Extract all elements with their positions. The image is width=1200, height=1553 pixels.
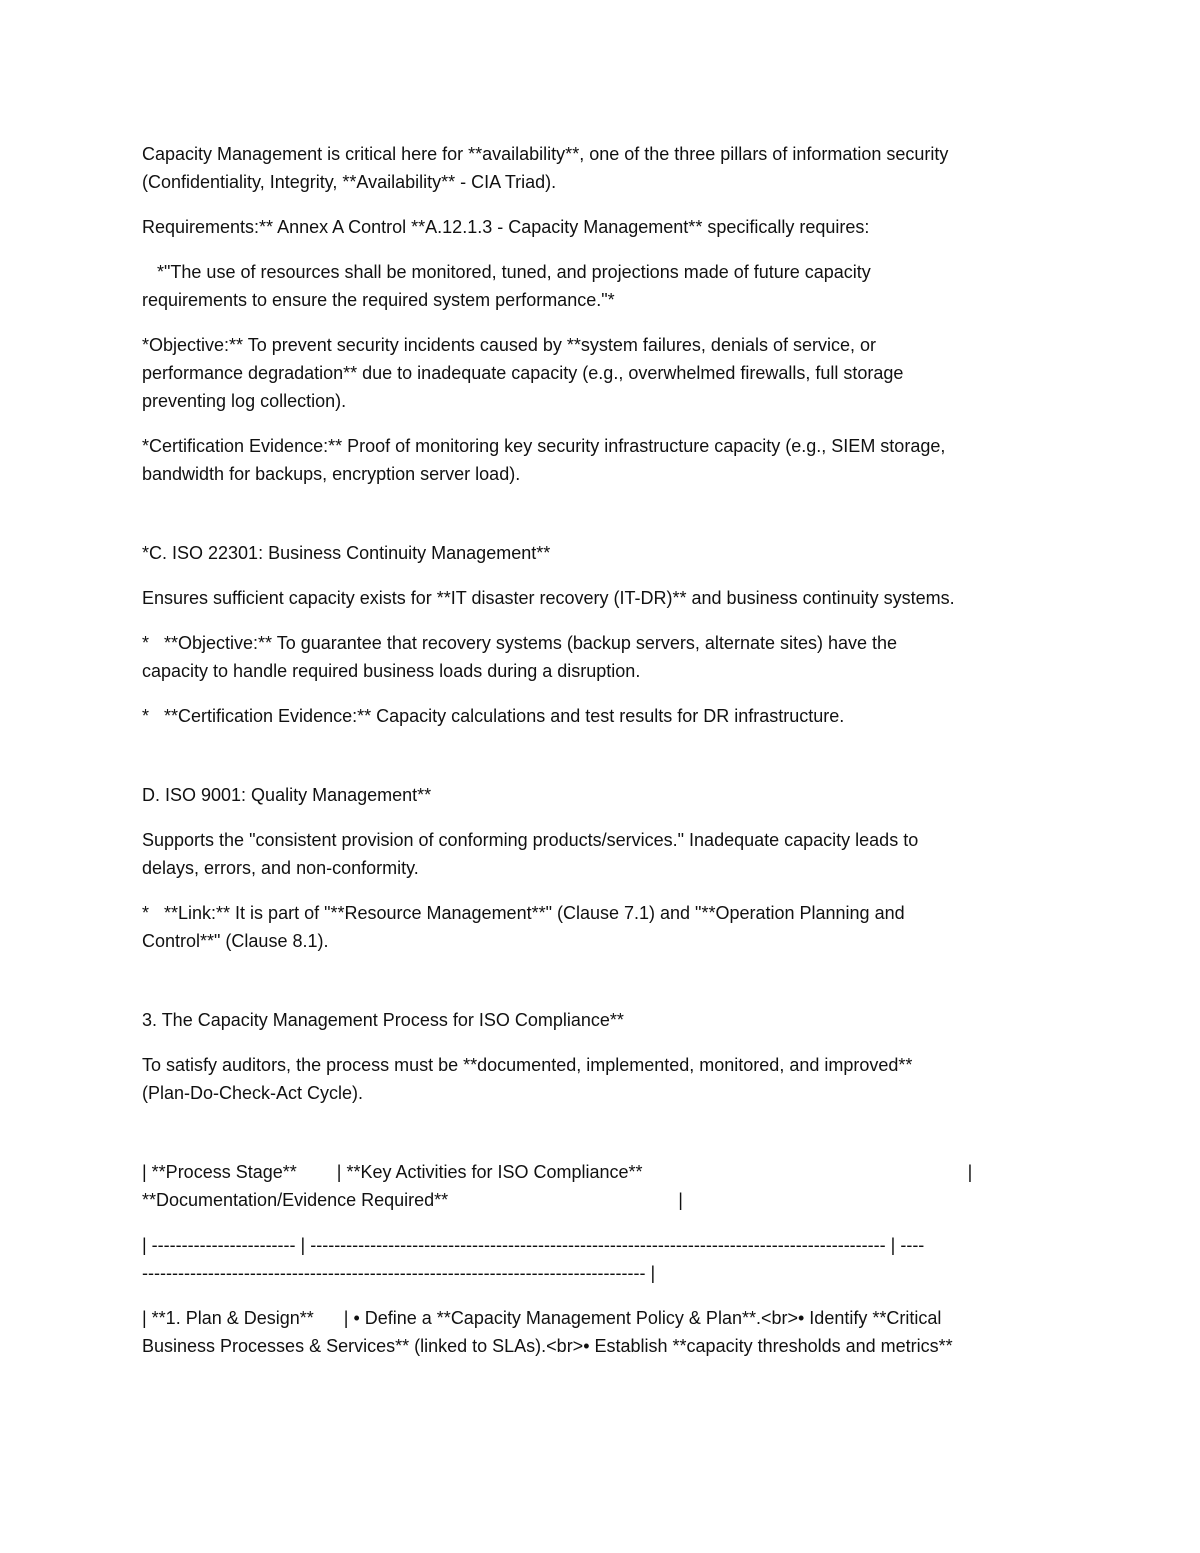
bullet-iso-22301-evidence: * **Certification Evidence:** Capacity calculations and test results for DR infrastructure.: [142, 706, 845, 726]
table-row-plan-design: | **1. Plan & Design** | • Define a **Capacity Management Policy & Plan**.<br>• Identify **Critical Business Processes & Services** (linked to SLAs).<br>• Establish **capacity thresholds and metrics**: [142, 1308, 953, 1356]
paragraph-objective: *Objective:** To prevent security incidents caused by **system failures, denials of service, or performance degradation** due to inadequate capacity (e.g., overwhelmed firewalls, full storage preventing log collection).: [142, 335, 904, 411]
paragraph-iso-22301-intro: Ensures sufficient capacity exists for **IT disaster recovery (IT-DR)** and business continuity systems.: [142, 588, 955, 608]
paragraph-iso-9001-intro: Supports the "consistent provision of conforming products/services." Inadequate capacity leads to delays, errors, and non-conformity.: [142, 830, 919, 878]
paragraph-requirements: Requirements:** Annex A Control **A.12.1.3 - Capacity Management** specifically requires:: [142, 217, 870, 237]
paragraph-process-intro: To satisfy auditors, the process must be **documented, implemented, monitored, and improved** (Plan-Do-Check-Act Cycle).: [142, 1055, 913, 1103]
heading-iso-22301: *C. ISO 22301: Business Continuity Management**: [142, 543, 551, 563]
table-separator-row: | ------------------------ | ------------------------------------------------------------------------------------------------ | ---- ------------------------------------------------------------------------------------ |: [142, 1235, 925, 1283]
bullet-iso-9001-link: * **Link:** It is part of "**Resource Management**" (Clause 7.1) and "**Operation Planning and Control**" (Clause 8.1).: [142, 903, 905, 951]
paragraph-control-quote: *"The use of resources shall be monitored, tuned, and projections made of future capacity requirements to ensure the required system performance."*: [142, 262, 871, 310]
bullet-iso-22301-objective: * **Objective:** To guarantee that recovery systems (backup servers, alternate sites) have the capacity to handle required business loads during a disruption.: [142, 633, 898, 681]
document-body: [142, 140, 1060, 1360]
heading-iso-9001: D. ISO 9001: Quality Management**: [142, 785, 432, 805]
paragraph-certification-evidence: *Certification Evidence:** Proof of monitoring key security infrastructure capacity (e.g., SIEM storage, bandwidth for backups, encryption server load).: [142, 436, 946, 484]
paragraph-availability: Capacity Management is critical here for **availability**, one of the three pillars of information security (Confidentiality, Integrity, **Availability** - CIA Triad).: [142, 144, 949, 192]
table-header-row: | **Process Stage** | **Key Activities for ISO Compliance** | **Documentation/Evidence Required** |: [142, 1162, 973, 1210]
heading-process: 3. The Capacity Management Process for ISO Compliance**: [142, 1010, 624, 1030]
